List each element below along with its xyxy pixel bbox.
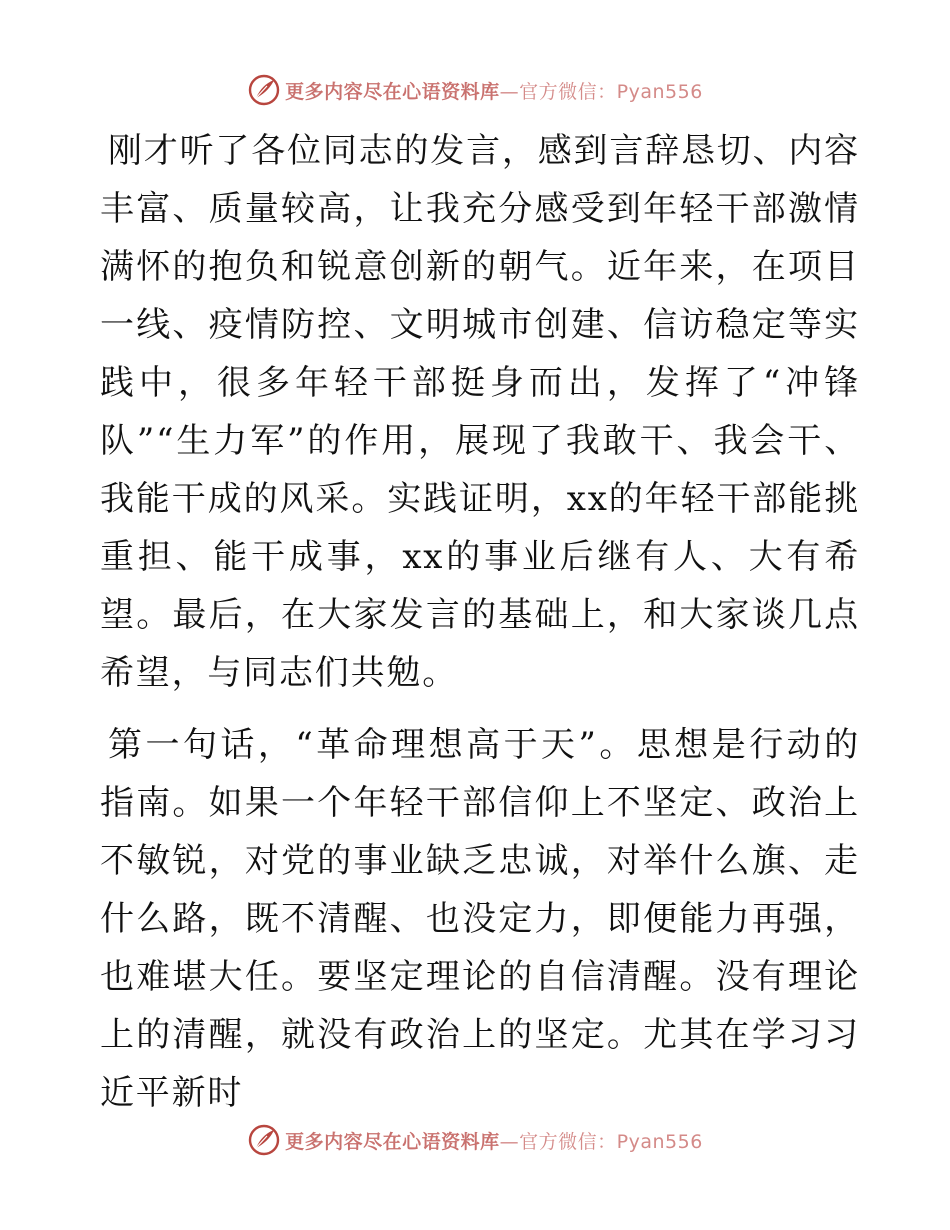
header-watermark	[0, 70, 950, 110]
feather-pen-logo-icon	[247, 1123, 281, 1157]
watermark-brand: 更多内容尽在心语资料库	[285, 1130, 500, 1153]
paragraph-1: 刚才听了各位同志的发言，感到言辞恳切、内容丰富、质量较高，让我充分感受到年轻干部激情满怀的抱负和锐意创新的朝气。近年来，在项目一线、疫情防控、文明城市创建、信访稳定等实践中，很多年轻干部挺身而出，发挥了“冲锋队”“生力军”的作用，展现了我敢干、我会干、我能干成的风采。实践证明，xx的年轻干部能挑重担、能干成事，xx的事业后继有人、大有希望。最后，在大家发言的基础上，和大家谈几点希望，与同志们共勉。	[100, 131, 860, 693]
feather-pen-logo-icon	[247, 73, 281, 107]
watermark-suffix: 官方微信：Pyan556	[519, 1130, 703, 1153]
watermark-separator: —	[499, 1130, 520, 1153]
watermark-suffix: 官方微信：Pyan556	[519, 80, 703, 103]
watermark-separator: —	[499, 80, 520, 103]
document-body	[100, 122, 860, 1122]
watermark-brand: 更多内容尽在心语资料库	[285, 80, 500, 103]
paragraph-2: 第一句话，“革命理想高于天”。思想是行动的指南。如果一个年轻干部信仰上不坚定、政治上不敏锐，对党的事业缺乏忠诚，对举什么旗、走什么路，既不清醒、也没定力，即便能力再强，也难堪大任。要坚定理论的自信清醒。没有理论上的清醒，就没有政治上的坚定。尤其在学习习近平新时	[100, 725, 860, 1113]
footer-watermark	[0, 1120, 950, 1160]
